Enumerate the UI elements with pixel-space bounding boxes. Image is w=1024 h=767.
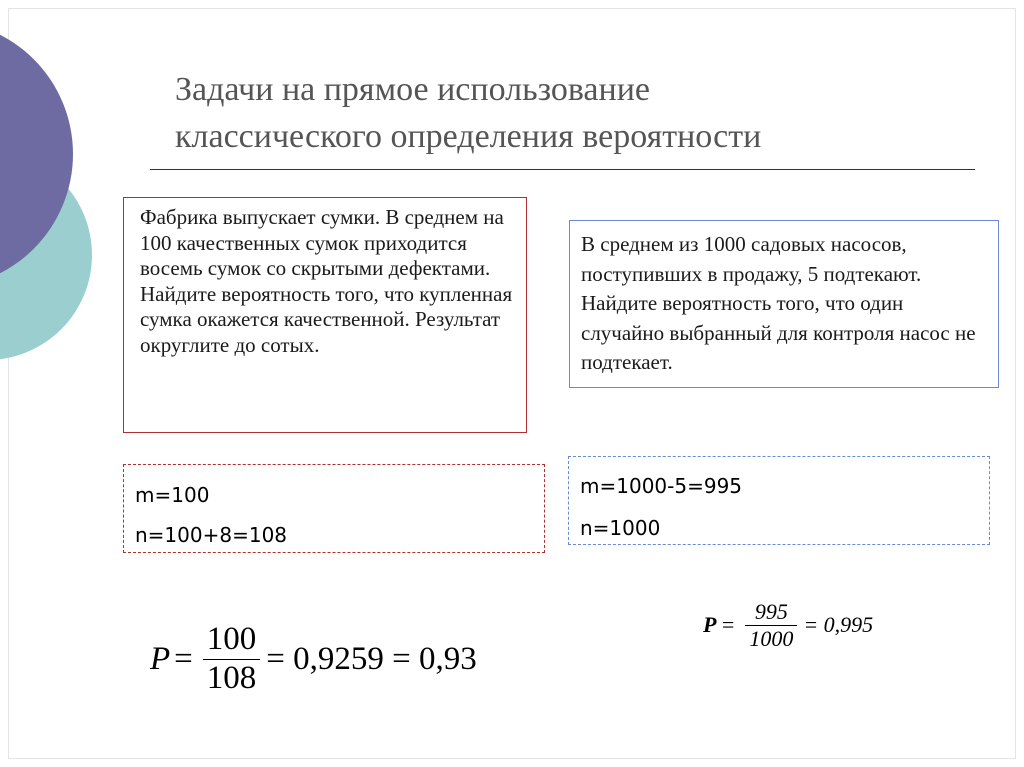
formula-1-lhs: P	[150, 640, 171, 677]
solution-1-n: n=100+8=108	[135, 523, 288, 547]
problem-1-box	[123, 197, 527, 433]
formula-2-equals: =	[720, 612, 736, 637]
formula-2-result: = 0,995	[803, 612, 874, 637]
formula-2-denominator: 1000	[745, 625, 797, 651]
solution-2-box	[568, 456, 990, 545]
solution-2-n: n=1000	[580, 516, 661, 540]
formula-2	[703, 592, 873, 658]
formula-1	[150, 614, 477, 704]
solution-2-m: m=1000-5=995	[580, 474, 743, 498]
problem-2-box	[569, 220, 999, 388]
problem-2-text: В среднем из 1000 садовых насосов, поступивших в продажу, 5 подтекают. Найдите вероятность того, что один случайно выбранный для контроля насос не подтекает.	[581, 232, 976, 374]
formula-2-numerator: 995	[754, 599, 788, 625]
formula-2-fraction	[745, 599, 797, 651]
title-line-2: классического определения вероятности	[175, 118, 762, 155]
formula-1-result: = 0,9259 = 0,93	[266, 640, 477, 677]
slide-title	[175, 66, 935, 160]
solution-1-m: m=100	[135, 483, 210, 507]
solution-1-box	[123, 464, 545, 553]
formula-1-equals: =	[174, 640, 193, 677]
problem-1-text: Фабрика выпускает сумки. В среднем на 100 качественных сумок приходится восемь сумок со скрытыми дефектами. Найдите вероятность того, что купленная сумка окажется качественной. Результат округлите до сотых.	[140, 205, 513, 357]
formula-2-lhs: P	[703, 612, 717, 637]
formula-1-denominator: 108	[203, 659, 261, 698]
formula-1-numerator: 100	[206, 620, 257, 657]
formula-1-fraction	[203, 621, 261, 698]
title-underline	[150, 169, 975, 170]
title-line-1: Задачи на прямое использование	[175, 71, 651, 108]
